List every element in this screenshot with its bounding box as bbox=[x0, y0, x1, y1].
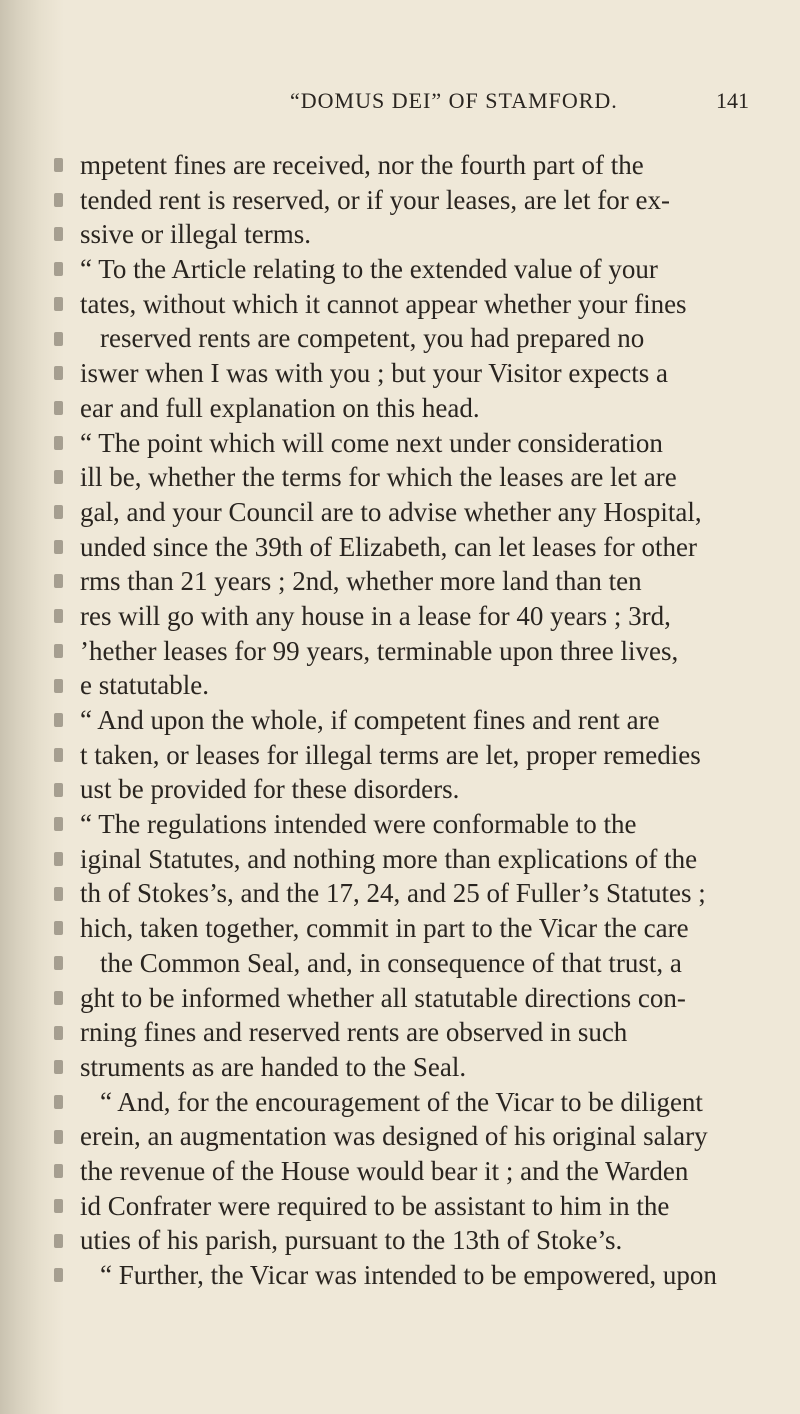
text-line: “ The regulations intended were conformable to the bbox=[80, 809, 637, 840]
gutter-scan-mark bbox=[54, 1026, 63, 1040]
gutter-scan-mark bbox=[54, 1060, 63, 1074]
gutter-scan-mark bbox=[54, 297, 63, 311]
gutter-scan-mark bbox=[54, 887, 63, 901]
gutter-scan-mark bbox=[54, 644, 63, 658]
running-head bbox=[0, 88, 800, 118]
text-line: uties of his parish, pursuant to the 13th of Stoke’s. bbox=[80, 1225, 623, 1256]
text-line: ght to be informed whether all statutable directions con- bbox=[80, 982, 686, 1013]
text-line: erein, an augmentation was designed of his original salary bbox=[80, 1121, 708, 1152]
gutter-scan-mark bbox=[54, 956, 63, 970]
text-line: iginal Statutes, and nothing more than explications of the bbox=[80, 843, 698, 874]
gutter-scan-mark bbox=[54, 1234, 63, 1248]
text-line: unded since the 39th of Elizabeth, can let leases for other bbox=[80, 531, 698, 562]
text-line: rms than 21 years ; 2nd, whether more land than ten bbox=[80, 566, 642, 597]
gutter-scan-mark bbox=[54, 1268, 63, 1282]
text-line: the revenue of the House would bear it ; and the Warden bbox=[80, 1155, 689, 1186]
text-line: “ To the Article relating to the extended value of your bbox=[80, 254, 658, 285]
gutter-scan-mark bbox=[54, 227, 63, 241]
gutter-scan-mark bbox=[54, 262, 63, 276]
text-line: mpetent fines are received, nor the fourth part of the bbox=[80, 150, 644, 180]
gutter-scan-mark bbox=[54, 332, 63, 346]
text-line: e statutable. bbox=[80, 670, 209, 701]
gutter-scan-mark bbox=[54, 679, 63, 693]
gutter-scan-mark bbox=[54, 366, 63, 380]
gutter-scan-mark bbox=[54, 817, 63, 831]
text-line: “ And upon the whole, if competent fines and rent are bbox=[80, 705, 660, 735]
gutter-scan-mark bbox=[54, 1199, 63, 1213]
gutter-scan-mark bbox=[54, 921, 63, 935]
text-line: reserved rents are competent, you had prepared no bbox=[100, 323, 645, 354]
text-line: res will go with any house in a lease for 40 years ; 3rd, bbox=[80, 600, 671, 631]
text-line: hich, taken together, commit in part to the Vicar the care bbox=[80, 913, 689, 944]
text-line: t taken, or leases for illegal terms are let, proper remedies bbox=[80, 739, 701, 770]
gutter-scan-mark bbox=[54, 193, 63, 207]
gutter-scan-mark bbox=[54, 713, 63, 727]
gutter-scan-mark bbox=[54, 470, 63, 484]
gutter-scan-mark bbox=[54, 158, 63, 172]
gutter-scan-mark bbox=[54, 505, 63, 519]
text-line: struments as are handed to the Seal. bbox=[80, 1051, 467, 1082]
gutter-scan-mark bbox=[54, 1095, 63, 1109]
gutter-scan-mark bbox=[54, 574, 63, 588]
text-line: tended rent is reserved, or if your leases, are let for ex- bbox=[80, 184, 670, 215]
gutter-scan-mark bbox=[54, 1164, 63, 1178]
text-line: “ And, for the encouragement of the Vicar to be diligent bbox=[100, 1086, 703, 1117]
text-line: the Common Seal, and, in consequence of that trust, a bbox=[100, 947, 682, 978]
gutter-scan-mark bbox=[54, 540, 63, 554]
gutter-scan-mark bbox=[54, 401, 63, 415]
page-number: 141 bbox=[716, 88, 749, 113]
gutter-scan-mark bbox=[54, 436, 63, 450]
running-title: “DOMUS DEI” OF STAMFORD. bbox=[290, 88, 618, 113]
text-line: ’hether leases for 99 years, terminable upon three lives, bbox=[80, 635, 679, 666]
gutter-scan-mark bbox=[54, 783, 63, 797]
text-line: tates, without which it cannot appear whether your fines bbox=[80, 288, 687, 319]
text-line: rning fines and reserved rents are observed in such bbox=[80, 1017, 628, 1048]
text-line: ill be, whether the terms for which the leases are let are bbox=[80, 462, 677, 493]
text-line: id Confrater were required to be assistant to him in the bbox=[80, 1190, 670, 1221]
text-line: “ Further, the Vicar was intended to be empowered, upon bbox=[100, 1260, 717, 1290]
text-line: iswer when I was with you ; but your Visitor expects a bbox=[80, 358, 669, 389]
text-line: ssive or illegal terms. bbox=[80, 219, 311, 250]
text-line: gal, and your Council are to advise whether any Hospital, bbox=[80, 496, 702, 527]
gutter-scan-mark bbox=[54, 852, 63, 866]
text-line: ear and full explanation on this head. bbox=[80, 392, 480, 423]
text-line: ust be provided for these disorders. bbox=[80, 774, 460, 805]
gutter-scan-mark bbox=[54, 748, 63, 762]
body-text bbox=[80, 148, 717, 1293]
text-line: th of Stokes’s, and the 17, 24, and 25 of Fuller’s Statutes ; bbox=[80, 878, 706, 909]
text-line: “ The point which will come next under consideration bbox=[80, 427, 663, 458]
gutter-scan-mark bbox=[54, 991, 63, 1005]
gutter-scan-mark bbox=[54, 1130, 63, 1144]
gutter-scan-mark bbox=[54, 609, 63, 623]
